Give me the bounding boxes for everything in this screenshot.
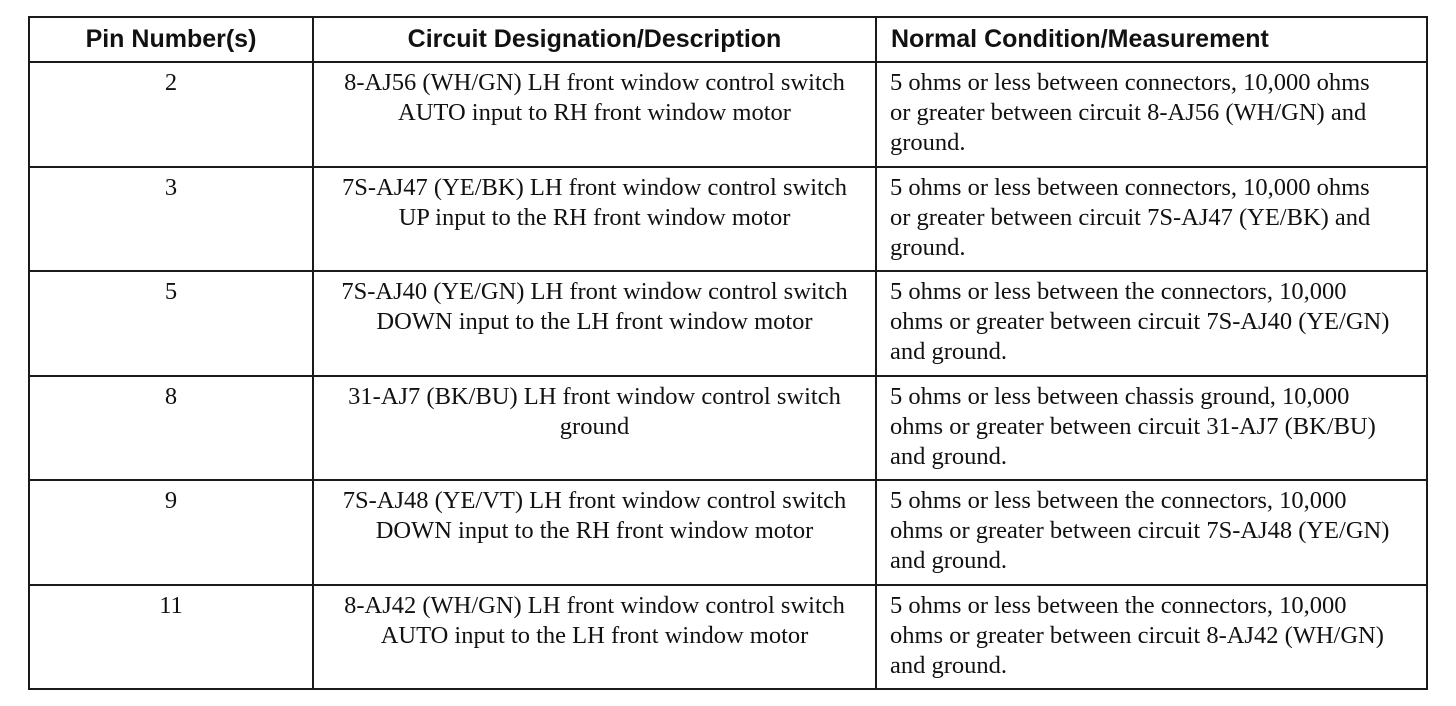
pin-number-cell: 11: [29, 585, 313, 690]
table-row: [29, 376, 1427, 481]
header-pin-numbers: Pin Number(s): [29, 17, 313, 62]
measurement-cell: 5 ohms or less between the connectors, 10,000 ohms or greater between circuit 7S-AJ40 (YE/GN) and ground.: [876, 271, 1427, 376]
pin-number-cell: 3: [29, 167, 313, 272]
measurement-cell: 5 ohms or less between chassis ground, 10,000 ohms or greater between circuit 31-AJ7 (BK/BU) and ground.: [876, 376, 1427, 481]
header-circuit-description: Circuit Designation/Description: [313, 17, 876, 62]
circuit-description-cell: 8-AJ42 (WH/GN) LH front window control switch AUTO input to the LH front window motor: [313, 585, 876, 690]
measurement-cell: 5 ohms or less between connectors, 10,000 ohms or greater between circuit 7S-AJ47 (YE/BK) and ground.: [876, 167, 1427, 272]
pin-number-cell: 2: [29, 62, 313, 167]
circuit-description-cell: 7S-AJ40 (YE/GN) LH front window control switch DOWN input to the LH front window motor: [313, 271, 876, 376]
measurement-cell: 5 ohms or less between the connectors, 10,000 ohms or greater between circuit 8-AJ42 (WH/GN) and ground.: [876, 585, 1427, 690]
circuit-description-cell: 31-AJ7 (BK/BU) LH front window control switch ground: [313, 376, 876, 481]
circuit-description-cell: 7S-AJ48 (YE/VT) LH front window control switch DOWN input to the RH front window motor: [313, 480, 876, 585]
pin-test-table: [28, 16, 1428, 690]
measurement-cell: 5 ohms or less between connectors, 10,000 ohms or greater between circuit 8-AJ56 (WH/GN) and ground.: [876, 62, 1427, 167]
table-row: [29, 62, 1427, 167]
header-row: [29, 17, 1427, 62]
table-header: [29, 17, 1427, 62]
table-row: [29, 271, 1427, 376]
table-row: [29, 585, 1427, 690]
circuit-description-cell: 7S-AJ47 (YE/BK) LH front window control switch UP input to the RH front window motor: [313, 167, 876, 272]
circuit-description-cell: 8-AJ56 (WH/GN) LH front window control switch AUTO input to RH front window motor: [313, 62, 876, 167]
table-row: [29, 167, 1427, 272]
measurement-cell: 5 ohms or less between the connectors, 10,000 ohms or greater between circuit 7S-AJ48 (YE/GN) and ground.: [876, 480, 1427, 585]
pin-number-cell: 8: [29, 376, 313, 481]
pin-number-cell: 5: [29, 271, 313, 376]
table-body: [29, 62, 1427, 689]
table-row: [29, 480, 1427, 585]
pin-number-cell: 9: [29, 480, 313, 585]
header-normal-condition: Normal Condition/Measurement: [876, 17, 1427, 62]
